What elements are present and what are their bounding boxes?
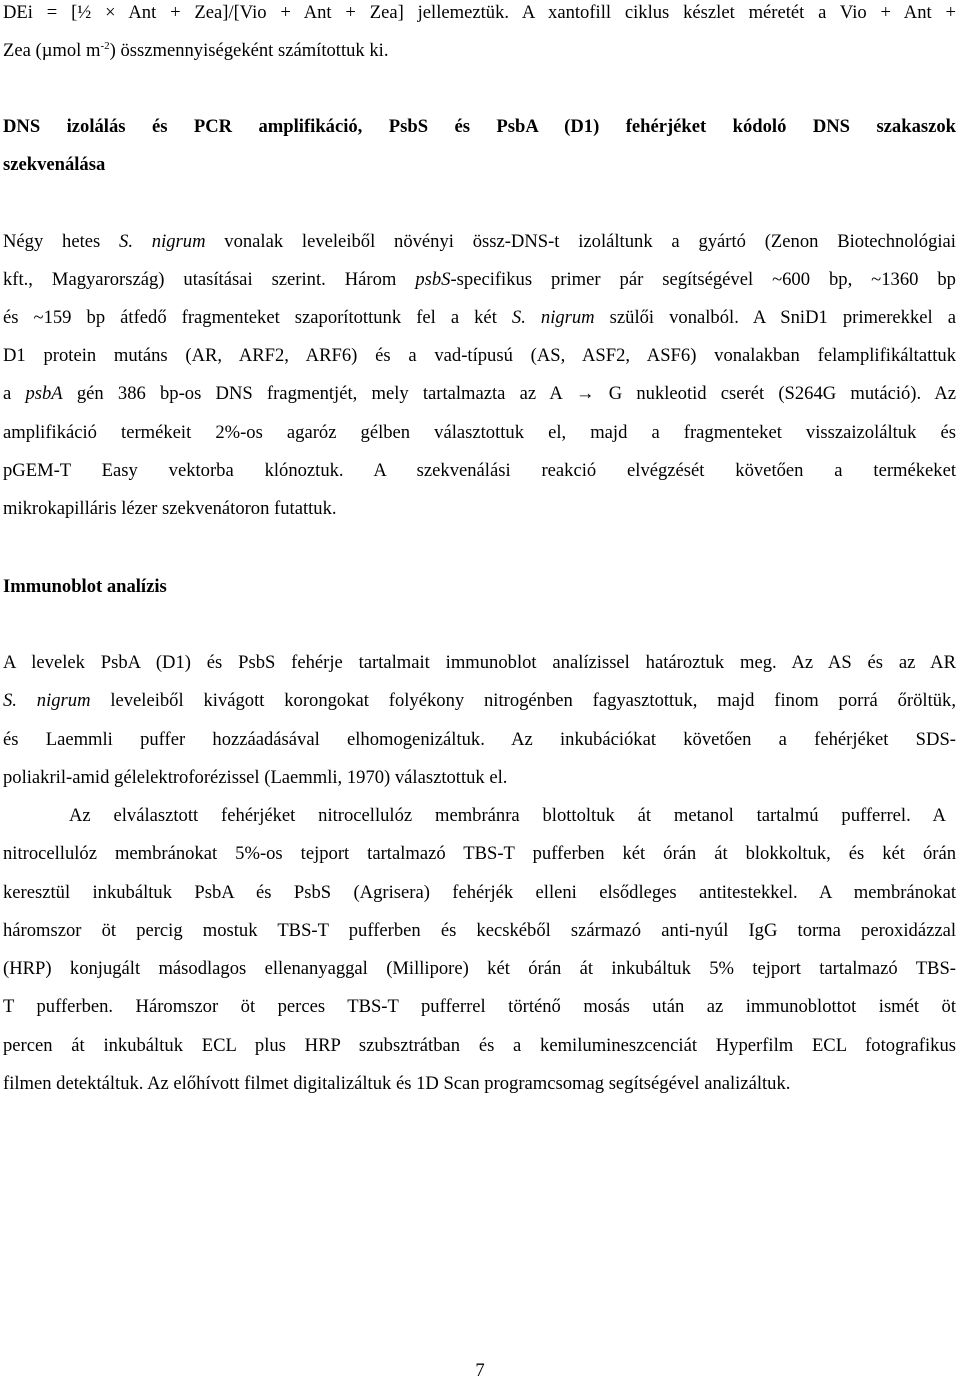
immuno-paragraph-line: A levelek PsbA (D1) és PsbS fehérje tartalmait immunoblot analízissel határoztuk meg. Az AS és az AR	[3, 652, 956, 673]
immuno-paragraph-line: nitrocellulóz membránokat 5%-os tejport tartalmazó TBS-T pufferben két órán át blokkoltuk, és két órán	[3, 843, 956, 864]
immuno-paragraph-line: háromszor öt percig mostuk TBS-T pufferben és kecskéből származó anti-nyúl IgG torma peroxidázzal	[3, 920, 956, 941]
dns-paragraph-line: amplifikáció termékeit 2%-os agaróz gélben választottuk el, majd a fragmenteket visszaizoláltuk és	[3, 422, 956, 443]
dns-paragraph-line: Négy hetes S. nigrum vonalak leveleiből növényi össz-DNS-t izoláltunk a gyártó (Zenon Biotechnológiai	[3, 231, 956, 252]
dns-paragraph-line: D1 protein mutáns (AR, ARF2, ARF6) és a vad-típusú (AS, ASF2, ASF6) vonalakban felamplifikáltattuk	[3, 345, 956, 366]
immuno-paragraph-line: (HRP) konjugált másodlagos ellenanyaggal (Millipore) két órán át inkubáltuk 5% tejport tartalmazó TBS-	[3, 958, 956, 979]
dns-paragraph-line: mikrokapilláris lézer szekvenátoron futattuk.	[3, 498, 337, 519]
immuno-paragraph-line: és Laemmli puffer hozzáadásával elhomogenizáltuk. Az inkubációkat követően a fehérjéket SDS-	[3, 729, 956, 750]
immuno-paragraph-line: filmen detektáltuk. Az előhívott filmet digitalizáltuk és 1D Scan programcsomag segítségével analizáltuk.	[3, 1073, 791, 1094]
immuno-paragraph-line: S. nigrum leveleiből kivágott korongokat folyékony nitrogénben fagyasztottuk, majd finom porrá őröltük,	[3, 690, 956, 711]
section-heading-dns: DNS izolálás és PCR amplifikáció, PsbS és PsbA (D1) fehérjéket kódoló DNS szakaszok	[3, 116, 956, 137]
immuno-paragraph-line: percen át inkubáltuk ECL plus HRP szubsztrátban és a kemilumineszcenciát Hyperfilm ECL fotografikus	[3, 1035, 956, 1056]
immuno-paragraph-line: T pufferben. Háromszor öt perces TBS-T pufferrel történő mosás után az immunoblottot ismét öt	[3, 996, 956, 1017]
formula-line: DEi = [½ × Ant + Zea]/[Vio + Ant + Zea] jellemeztük. A xantofill ciklus készlet méretét a Vio + Ant +	[3, 2, 956, 23]
superscript: -2	[100, 40, 110, 52]
text-line: Zea (µmol $m^{-2}$) összmennyiségeként számítottuk ki.	[3, 40, 389, 61]
page-number: 7	[475, 1360, 485, 1381]
section-heading-immunoblot: Immunoblot analízis	[3, 576, 167, 597]
immuno-paragraph-line: keresztül inkubáltuk PsbA és PsbS (Agrisera) fehérjék elleni elsődleges antitestekkel. A membránokat	[3, 882, 956, 903]
dns-paragraph-line: és ~159 bp átfedő fragmenteket szaporítottunk fel a két S. nigrum szülői vonalból. A SniD1 primerekkel a	[3, 307, 956, 328]
section-heading-dns-cont: szekvenálása	[3, 154, 106, 175]
dns-paragraph-line: a psbA gén 386 bp-os DNS fragmentjét, mely tartalmazta az A → G nukleotid cserét (S264G mutáció). Az	[3, 383, 957, 404]
immuno-paragraph-line: poliakril-amid gélelektroforézissel (Laemmli, 1970) választottuk el.	[3, 767, 508, 788]
dns-paragraph-line: pGEM-T Easy vektorba klónoztuk. A szekvenálási reakció elvégzését követően a termékeket	[3, 460, 956, 481]
dns-paragraph-line: kft., Magyarország) utasításai szerint. Három psbS-specifikus primer pár segítségével ~600 bp, ~1360 bp	[3, 269, 956, 290]
immuno-paragraph-line: Az elválasztott fehérjéket nitrocellulóz membránra blottoltuk át metanol tartalmú pufferrel. A	[69, 805, 946, 826]
